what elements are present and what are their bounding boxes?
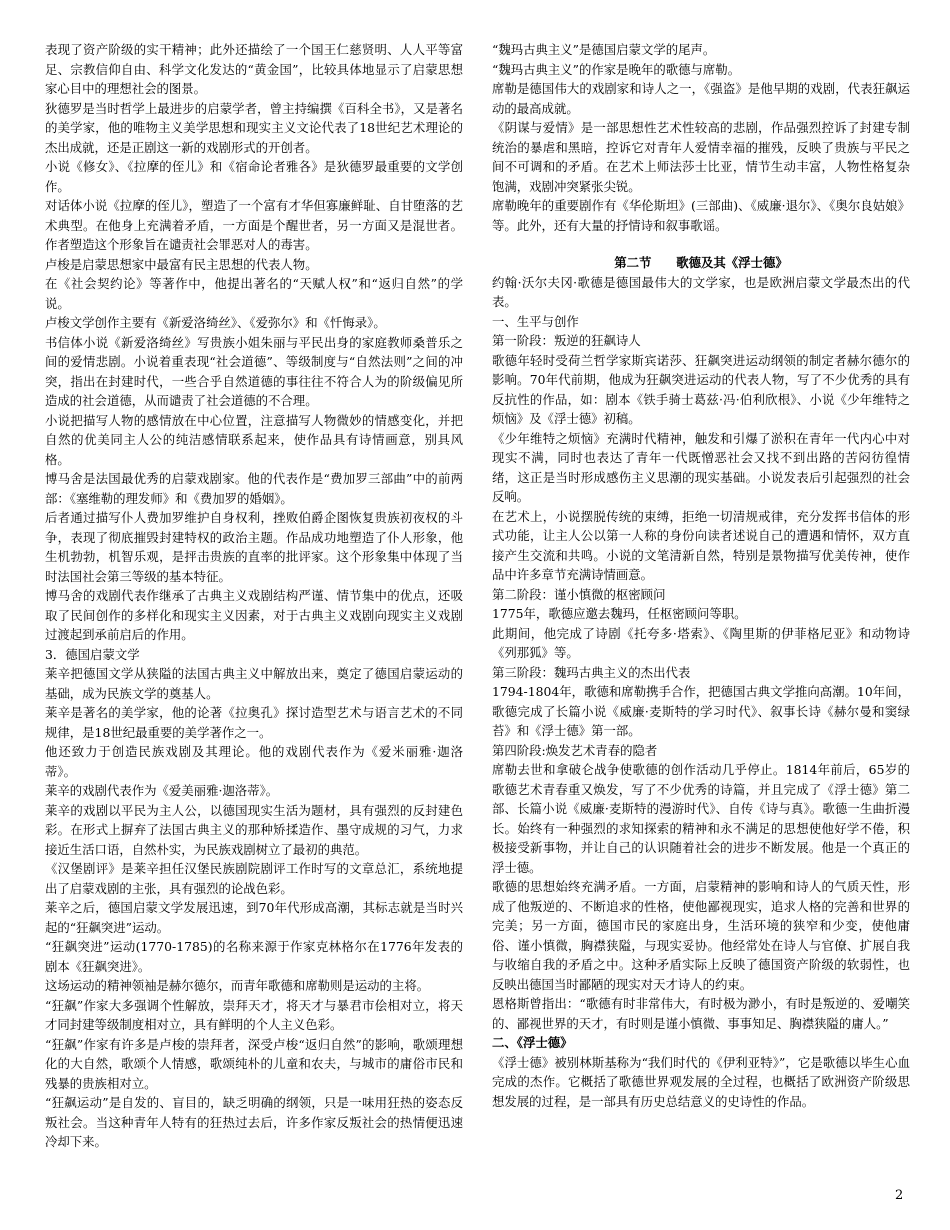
paragraph: 莱辛之后，德国启蒙文学发展迅速，到70年代形成高潮，其标志就是当时兴起的“狂飙突进”运动。 (45, 900, 463, 935)
paragraph: “魏玛古典主义”是德国启蒙文学的尾声。 (492, 42, 716, 57)
page-number: 2 (895, 1188, 904, 1203)
paragraph: 席勒晚年的重要剧作有《华伦斯坦》(三部曲)、《威廉·退尔》、《奥尔良姑娘》等。此外，还有大量的抒情诗和叙事歌谣。 (492, 198, 910, 233)
paragraph: 卢梭是启蒙思想家中最富有民主思想的代表人物。 (45, 256, 318, 272)
paragraph: 后者通过描写仆人费加罗维护自身权利，挫败伯爵企图恢复贵族初夜权的斗争，表现了彻底摧毁封建特权的政治主题。作品成功地塑造了仆人形象，他生机勃勃，机智乐观，是抨击贵族的直率的批评家。这个形象集中体现了当时法国社会第三等级的基本特征。 (45, 510, 463, 584)
paragraph: 在艺术上，小说摆脱传统的束缚，拒绝一切清规戒律，充分发挥书信体的形式功能，让主人公以第一人称的身份向读者述说自己的遭遇和情怀，双方直接产生交流和共鸣。小说的文笔清新自然，特别是景物描写优美传神，使作品中许多章节充满诗情画意。 (492, 508, 910, 582)
paragraph: 1775年，歌德应邀去魏玛，任枢密顾问等职。 (492, 606, 747, 621)
paragraph: 莱辛把德国文学从狭隘的法国古典主义中解放出来，奠定了德国启蒙运动的基础，成为民族文学的奠基人。 (45, 666, 463, 701)
paragraph: 卢梭文学创作主要有《新爱洛绮丝》、《爱弥尔》和《忏悔录》。 (45, 315, 386, 330)
paragraph: 席勒去世和拿破仑战争使歌德的创作活动几乎停止。1814年前后，65岁的歌德艺术青春重又焕发，写了不少优秀的诗篇，并且完成了《浮士德》第二部、长篇小说《威廉·麦斯特的漫游时代》、自传《诗与真》。歌德一生曲折漫长。始终有一种强烈的求知探索的精神和永不满足的思想使他好学不倦，积极接受新事物，并让自己的认识随着社会的进步不断发展。他是一个真正的浮士德。 (492, 762, 910, 875)
paragraph: “狂飙突进”运动(1770-1785)的名称来源于作家克林格尔在1776年发表的剧本《狂飙突进》。 (45, 939, 463, 974)
paragraph: 此期间，他完成了诗剧《托夸多·塔索》、《陶里斯的伊菲格尼亚》和动物诗《列那狐》等。 (492, 625, 910, 660)
paragraph: 《少年维特之烦恼》充满时代精神，触发和引爆了淤积在青年一代内心中对现实不满，同时也表达了青年一代既憎恶社会又找不到出路的苦闷彷徨情绪，这正是当时形成感伤主义思潮的现实基础。小说发表后引起强烈的社会反响。 (492, 430, 910, 504)
paragraph: 恩格斯曾指出：“歌德有时非常伟大，有时极为渺小，有时是叛逆的、爱嘲笑的、鄙视世界的天才，有时则是谨小慎微、事事知足、胸襟狭隘的庸人。” (492, 996, 910, 1031)
paragraph: 歌德年轻时受荷兰哲学家斯宾诺莎、狂飙突进运动纲领的制定者赫尔德尔的影响。70年代前期，他成为狂飙突进运动的代表人物，写了不少优秀的具有反抗性的作品，如：剧本《铁手骑士葛兹·冯·伯利欣根》、小说《少年维特之烦恼》及《浮士德》初稿。 (492, 352, 910, 426)
paragraph: 莱辛的戏剧以平民为主人公，以德国现实生活为题材，具有强烈的反封建色彩。在形式上摒弃了法国古典主义的那种矫揉造作、墨守成规的习气，力求接近生活口语，自然朴实，为民族戏剧树立了最初的典范。 (45, 802, 463, 857)
paragraph: 《浮士德》被别林斯基称为“我们时代的《伊利亚特》”，它是歌德以毕生心血完成的杰作。它概括了歌德世界观发展的全过程，也概括了欧洲资产阶级思想发展的过程，是一部具有历史总结意义的史诗性的作品。 (492, 1054, 910, 1109)
paragraph: “魏玛古典主义”的作家是晚年的歌德与席勒。 (492, 61, 741, 77)
left-column (45, 40, 463, 1152)
paragraph: 席勒是德国伟大的戏剧家和诗人之一，《强盗》是他早期的戏剧，代表狂飙运动的最高成就。 (492, 81, 910, 116)
paragraph: 小说把描写人物的感情放在中心位置，注意描写人物微妙的情感变化，并把自然的优美同主人公的纯洁感情联系起来，使作品具有诗情画意，别具风格。 (45, 412, 463, 467)
paragraph: 第三阶段：魏玛古典主义的杰出代表 (492, 664, 691, 680)
paragraph: 第四阶段:焕发艺术青春的隐者 (492, 742, 658, 758)
paragraph: “狂飙运动”是自发的、盲目的，缺乏明确的纲领，只是一味用狂热的姿态反叛社会。当这种青年人特有的狂热过去后，许多作家反叛社会的热情便迅速冷却下来。 (45, 1095, 463, 1149)
paragraph: 第一阶段：叛逆的狂飙诗人 (492, 333, 641, 348)
paragraph: 1794-1804年，歌德和席勒携手合作，把德国古典文学推向高潮。10年间，歌德完成了长篇小说《威廉·麦斯特的学习时代》、叙事长诗《赫尔曼和窦绿苔》和《浮士德》第一部。 (492, 684, 910, 738)
paragraph: 狄德罗是当时哲学上最进步的启蒙学者，曾主持编撰《百科全书》，又是著名的美学家，他的唯物主义美学思想和现实主义文论代表了18世纪艺术理论的杰出成就，还是正剧这一新的戏剧形式的开创者。 (45, 100, 463, 155)
paragraph: 《汉堡剧评》是莱辛担任汉堡民族剧院剧评工作时写的文章总汇，系统地提出了启蒙戏剧的主张，具有强烈的论战色彩。 (45, 861, 463, 896)
paragraph: 约翰·沃尔夫冈·歌德是德国最伟大的文学家，也是欧洲启蒙文学最杰出的代表。 (492, 274, 910, 309)
paragraph: 他还致力于创造民族戏剧及其理论。他的戏剧代表作为《爱米丽雅·迦洛蒂》。 (45, 744, 463, 779)
right-column (492, 40, 910, 1111)
paragraph: 一、生平与创作 (492, 313, 579, 329)
subsection-heading: 二、《浮士德》 (492, 1035, 573, 1050)
paragraph: 3．德国启蒙文学 (45, 646, 140, 662)
paragraph: “狂飙”作家有许多是卢梭的崇拜者，深受卢梭“返归自然”的影响，歌颂理想化的大自然，歌颂个人情感，歌颂纯朴的儿童和农夫，与城市的庸俗市民和残暴的贵族相对立。 (45, 1036, 463, 1091)
paragraph: 莱辛的戏剧代表作为《爱美丽雅·迦洛蒂》。 (45, 783, 279, 798)
paragraph: 莱辛是著名的美学家，他的论著《拉奥孔》探讨造型艺术与语言艺术的不同规律，是18世纪最重要的美学著作之一。 (45, 705, 463, 740)
paragraph: “狂飙”作家大多强调个性解放，崇拜天才，将天才与暴君市侩相对立，将天才同封建等级制度相对立，具有鲜明的个人主义色彩。 (45, 997, 463, 1032)
paragraph: 歌德的思想始终充满矛盾。一方面，启蒙精神的影响和诗人的气质天性，形成了他叛逆的、不断追求的性格，使他鄙视现实，追求人格的完善和世界的完美；另一方面，德国市民的家庭出身，生活环境的狭窄和少变，使他庸俗、谨小慎微，胸襟狭隘，与现实妥协。他经常处在诗人与官僚、扩展自我与收缩自我的矛盾之中。这种矛盾实际上反映了德国资产阶级的软弱性，也反映出德国当时鄙陋的现实对天才诗人的约束。 (492, 879, 910, 992)
paragraph: 小说《修女》、《拉摩的侄儿》和《宿命论者雅各》是狄德罗最重要的文学创作。 (45, 159, 463, 194)
paragraph: 在《社会契约论》等著作中，他提出著名的“天赋人权”和“返归自然”的学说。 (45, 276, 463, 311)
paragraph: 《阴谋与爱情》是一部思想性艺术性较高的悲剧，作品强烈控诉了封建专制统治的暴虐和黑暗，控诉它对青年人爱情幸福的摧残，反映了贵族与平民之间不可调和的矛盾。在艺术上师法莎士比亚，情节生动丰富，人物性格复杂饱满，戏剧冲突紧张尖锐。 (492, 120, 910, 194)
paragraph: 书信体小说《新爱洛绮丝》写贵族小姐朱丽与平民出身的家庭教师桑普乐之间的爱情悲剧。小说着重表现“社会道德”、等级制度与“自然法则”之间的冲突，指出在封建时代，一些合乎自然道德的事往往不符合人为的阶级偏见所造成的社会道德，从而谴责了社会道德的不合理。 (45, 334, 463, 408)
paragraph: 第二阶段：谨小慎微的枢密顾问 (492, 586, 666, 602)
paragraph: 表现了资产阶级的实干精神；此外还描绘了一个国王仁慈贤明、人人平等富足、宗教信仰自由、科学文化发达的“黄金国”，比较具体地显示了启蒙思想家心目中的理想社会的图景。 (45, 42, 463, 96)
paragraph: 博马舍的戏剧代表作继承了古典主义戏剧结构严谨、情节集中的优点，还吸取了民间创作的多样化和现实主义因素，对于古典主义戏剧向现实主义戏剧过渡起到承前启后的作用。 (45, 588, 463, 642)
paragraph: 对话体小说《拉摩的侄儿》，塑造了一个富有才华但寡廉鲜耻、自甘堕落的艺术典型。在他身上充满着矛盾，一方面是个醒世者，另一方面又是混世者。作者塑造这个形象旨在谴责社会罪恶对人的毒害。 (45, 198, 463, 252)
paragraph: 博马舍是法国最优秀的启蒙戏剧家。他的代表作是“费加罗三部曲”中的前两部：《塞维勒的理发师》和《费加罗的婚姻》。 (45, 471, 463, 506)
section-heading: 第二节 歌德及其《浮士德》 (614, 255, 788, 270)
paragraph: 这场运动的精神领袖是赫尔德尔，而青年歌德和席勒则是运动的主将。 (45, 978, 430, 993)
